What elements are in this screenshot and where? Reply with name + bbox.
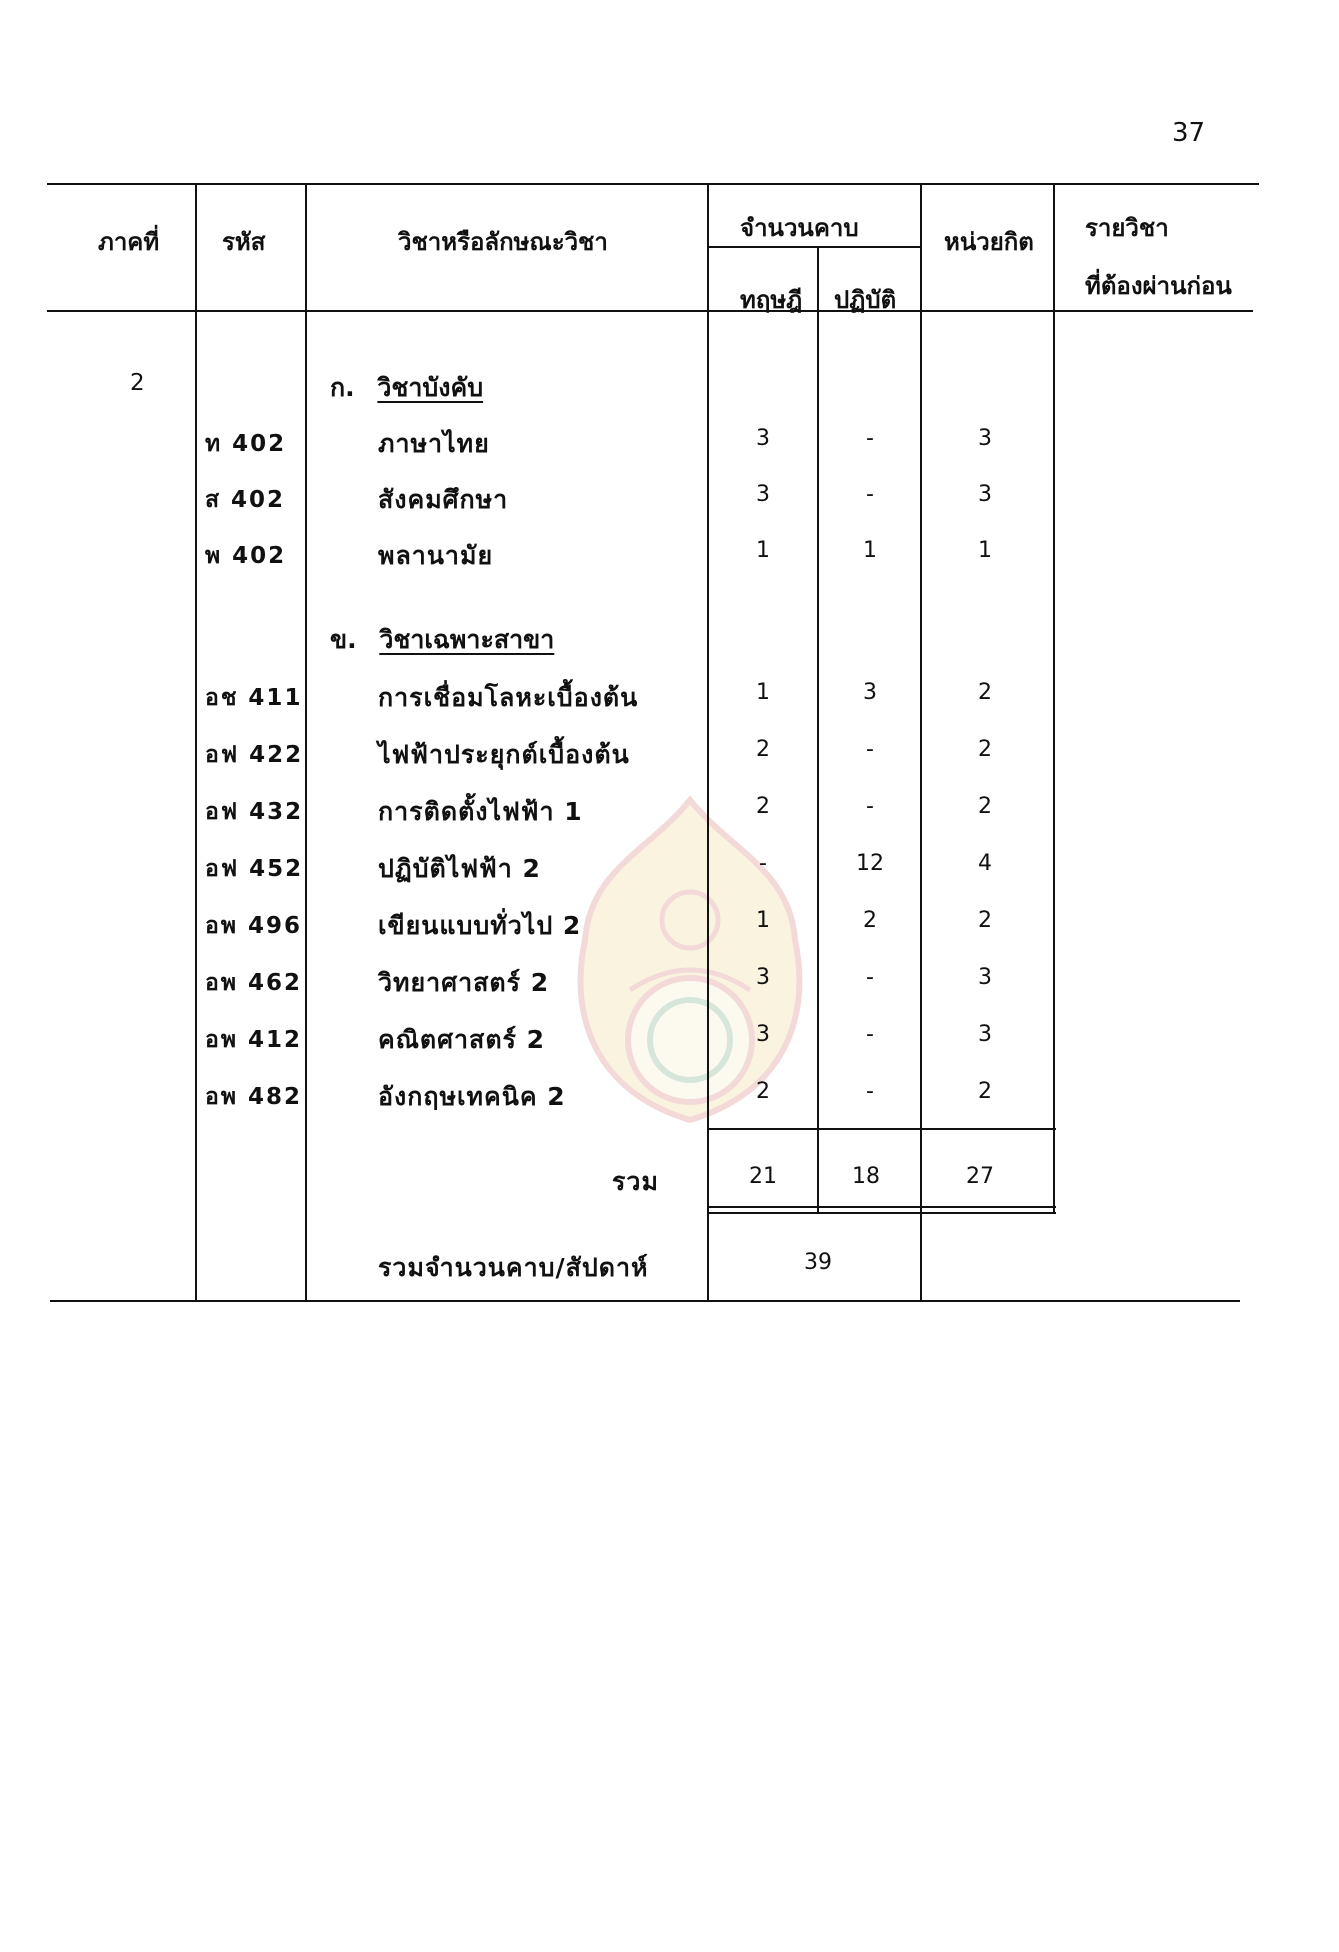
section-a-letter: ก. [330, 373, 355, 402]
row-code: อพ 496 [205, 913, 302, 939]
section-a-title: วิชาบังคับ [377, 373, 484, 402]
row-code: พ 402 [205, 543, 287, 569]
row-subject: ไฟฟ้าประยุกต์เบื้องต้น [378, 740, 630, 769]
header-term: ภาคที่ [98, 228, 160, 256]
row-theory: 1 [756, 908, 770, 933]
row-code: อฟ 452 [205, 856, 304, 882]
row-theory: - [759, 851, 767, 876]
row-credits: 3 [978, 965, 992, 990]
row-subject: การเชื่อมโลหะเบื้องต้น [378, 683, 639, 712]
row-credits: 1 [978, 538, 992, 563]
section-a [330, 368, 483, 408]
table-top-rule [47, 183, 1259, 185]
col-divider-credits [1053, 183, 1055, 1212]
row-practice: 12 [856, 851, 884, 876]
row-credits: 2 [978, 794, 992, 819]
row-code: อฟ 432 [205, 799, 304, 825]
section-b-letter: ข. [330, 625, 357, 654]
header-practice: ปฏิบัติ [834, 286, 897, 314]
header-bottom-rule [47, 310, 1253, 312]
section-b [330, 620, 554, 660]
row-theory: 2 [756, 737, 770, 762]
row-practice: - [866, 794, 874, 819]
page-number: 37 [1172, 118, 1206, 148]
row-theory: 3 [756, 482, 770, 507]
row-practice: - [866, 965, 874, 990]
term-value: 2 [130, 370, 145, 396]
row-theory: 2 [756, 794, 770, 819]
row-theory: 3 [756, 1022, 770, 1047]
row-credits: 3 [978, 482, 992, 507]
row-practice: - [866, 737, 874, 762]
total-credits: 27 [966, 1164, 994, 1189]
total-theory: 21 [749, 1164, 777, 1189]
row-code: อพ 462 [205, 970, 302, 996]
row-subject: เขียนแบบทั่วไป 2 [378, 911, 582, 940]
weekly-periods-value: 39 [804, 1250, 832, 1275]
header-prereq-line1: รายวิชา [1085, 214, 1169, 242]
col-divider-subject [707, 183, 709, 1300]
row-code: อช 411 [205, 685, 303, 711]
row-credits: 3 [978, 1022, 992, 1047]
row-credits: 2 [978, 680, 992, 705]
row-code: อพ 412 [205, 1027, 302, 1053]
row-theory: 1 [756, 538, 770, 563]
row-code: ท 402 [205, 431, 287, 457]
row-practice: - [866, 426, 874, 451]
col-divider-term [195, 183, 197, 1300]
row-subject: พลานามัย [378, 541, 494, 570]
header-subject: วิชาหรือลักษณะวิชา [398, 228, 608, 256]
row-practice: - [866, 1079, 874, 1104]
section-b-title: วิชาเฉพาะสาขา [379, 625, 555, 654]
col-divider-practice [920, 183, 922, 1300]
row-practice: 3 [863, 680, 877, 705]
row-code: ส 402 [205, 487, 286, 513]
row-subject: ปฏิบัติไฟฟ้า 2 [378, 854, 541, 883]
row-code: อฟ 422 [205, 742, 304, 768]
row-subject: คณิตศาสตร์ 2 [378, 1025, 546, 1054]
total-label: รวม [612, 1167, 659, 1196]
header-credits: หน่วยกิต [944, 228, 1034, 256]
row-credits: 3 [978, 426, 992, 451]
row-subject: การติดตั้งไฟฟ้า 1 [378, 797, 583, 826]
row-subject: สังคมศึกษา [378, 485, 509, 514]
row-code: อพ 482 [205, 1084, 302, 1110]
header-theory: ทฤษฎี [740, 286, 803, 314]
header-code: รหัส [222, 228, 266, 256]
row-theory: 3 [756, 426, 770, 451]
row-practice: 1 [863, 538, 877, 563]
col-divider-theory [817, 246, 819, 1212]
header-prereq-line2: ที่ต้องผ่านก่อน [1085, 272, 1232, 300]
row-practice: 2 [863, 908, 877, 933]
total-bottom-rule-2 [708, 1212, 1056, 1214]
row-credits: 2 [978, 737, 992, 762]
col-divider-code [305, 183, 307, 1300]
row-credits: 2 [978, 908, 992, 933]
row-credits: 4 [978, 851, 992, 876]
header-periods: จำนวนคาบ [740, 214, 859, 242]
table-bottom-rule [50, 1300, 1240, 1302]
row-subject: ภาษาไทย [378, 429, 490, 458]
row-subject: อังกฤษเทคนิค 2 [378, 1082, 566, 1111]
row-practice: - [866, 482, 874, 507]
total-top-rule [708, 1128, 1056, 1130]
row-subject: วิทยาศาสตร์ 2 [378, 968, 550, 997]
row-practice: - [866, 1022, 874, 1047]
total-bottom-rule-1 [708, 1206, 1056, 1208]
row-theory: 1 [756, 680, 770, 705]
row-credits: 2 [978, 1079, 992, 1104]
weekly-periods-label: รวมจำนวนคาบ/สัปดาห์ [378, 1253, 649, 1282]
total-practice: 18 [852, 1164, 880, 1189]
row-theory: 2 [756, 1079, 770, 1104]
row-theory: 3 [756, 965, 770, 990]
